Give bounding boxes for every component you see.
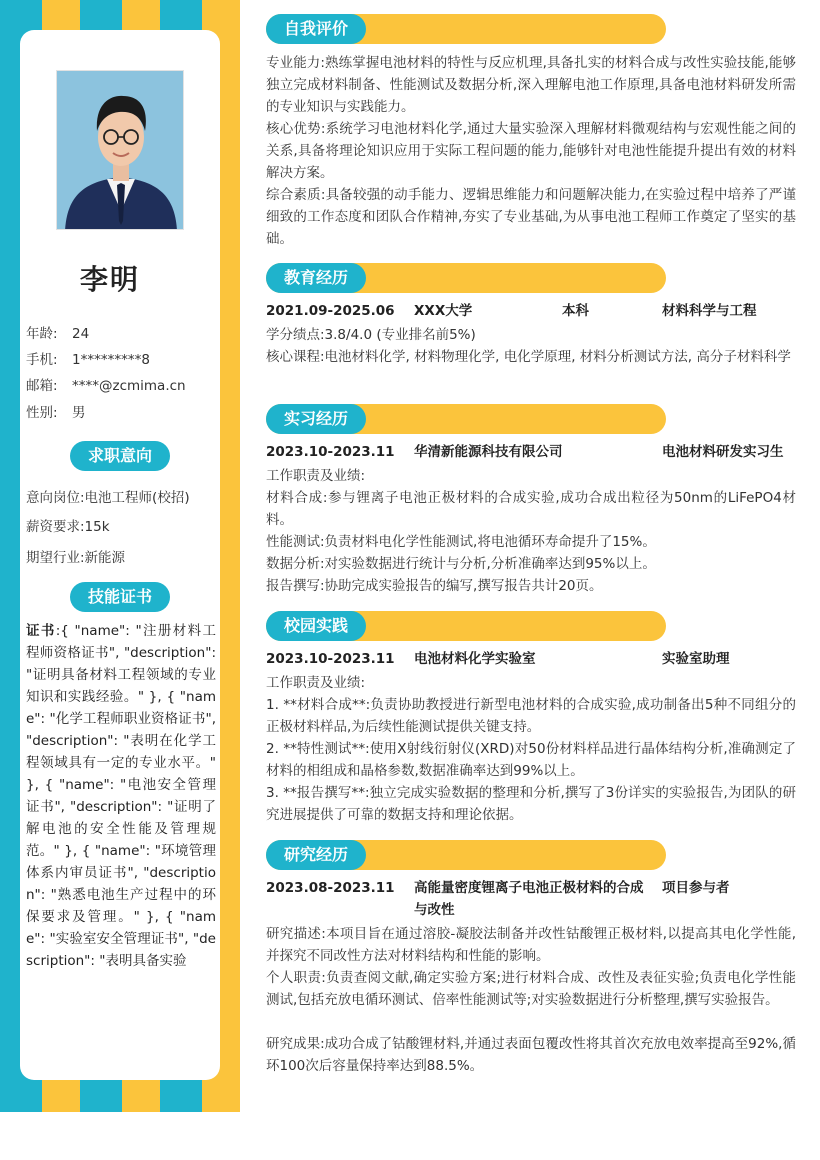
education-degree: 本科: [562, 303, 589, 319]
campus-org: 电池材料化学实验室: [414, 651, 536, 667]
research-results: 研究成果:成功合成了钴酸锂材料,并通过表面包覆改性将其首次充放电效率提高至92%,循环100次后容量保持率达到88.5%。: [266, 1036, 796, 1074]
info-phone: [26, 348, 150, 368]
section-campus-header: [266, 611, 666, 641]
internship-duty-1: 材料合成:参与锂离子电池正极材料的合成实验,成功合成出粒径为50nm的LiFePO4材料。: [266, 490, 796, 528]
education-school: XXX大学: [414, 303, 473, 319]
section-title: 自我评价: [266, 14, 366, 44]
internship-org: 华清新能源科技有限公司: [414, 444, 563, 460]
campus-duty-2: 2. **特性测试**:使用X射线衍射仪(XRD)对50份材料样品进行晶体结构分析,准确测定了材料的相组成和晶格参数,数据准确率达到99%以上。: [266, 741, 796, 779]
education-period: 2021.09-2025.06: [266, 303, 395, 319]
self-eval-overall: 综合素质:具备较强的动手能力、逻辑思维能力和问题解决能力,在实验过程中培养了严谨细致的工作态度和团队合作精神,夯实了专业基础,为从事电池工程师工作奠定了坚实的基础。: [266, 187, 796, 247]
info-email-value: ****@zcmima.cn: [72, 378, 186, 394]
intent-salary: 薪资要求:15k: [26, 519, 110, 535]
campus-period: 2023.10-2023.11: [266, 651, 395, 667]
intent-heading: 求职意向: [70, 441, 170, 471]
internship-role: 电池材料研发实习生: [662, 444, 784, 460]
research-project-line2: 与改性: [414, 902, 455, 918]
certs-list: [26, 620, 216, 972]
self-eval-strength: 核心优势:系统学习电池材料化学,通过大量实验深入理解材料微观结构与宏观性能之间的关系,具备将理论知识应用于实际工程问题的能力,能够针对电池性能提升提出有效的材料解决方案。: [266, 121, 796, 181]
internship-duty-heading: 工作职责及业绩:: [266, 468, 366, 484]
intent-position: 意向岗位:电池工程师(校招): [26, 490, 190, 506]
education-major: 材料科学与工程: [662, 303, 757, 319]
internship-period: 2023.10-2023.11: [266, 444, 395, 460]
info-age-value: 24: [72, 326, 90, 342]
certs-text: :{ "name": "注册材料工程师资格证书", "description": "证明具备材料工程领域的专业知识和实践经验。" }, { "name": "化学工程师职业资格证书", "description": "表明在化学工程领域具有一定的专业水平。" }, { "name": "电池安全管理证书", "description": "证明了解电池的安全性能及管理规范。" }, { "name": "环境管理体系内审员证书", "description": "熟悉电池生产过程中的环保要求及管理。" }, { "name": "实验室安全管理证书", "description": "表明具备实验: [26, 623, 217, 969]
section-title: 教育经历: [266, 263, 366, 293]
campus-duty-1: 1. **材料合成**:负责协助教授进行新型电池材料的合成实验,成功制备出5种不同组分的正极材料样品,为后续性能测试提供关键支持。: [266, 697, 796, 735]
section-title: 校园实践: [266, 611, 366, 641]
section-title: 研究经历: [266, 840, 366, 870]
campus-role: 实验室助理: [662, 651, 730, 667]
education-gpa: 学分绩点:3.8/4.0 (专业排名前5%): [266, 327, 476, 343]
info-age-label: 年龄:: [26, 326, 58, 342]
section-title: 实习经历: [266, 404, 366, 434]
info-phone-label: 手机:: [26, 352, 58, 368]
campus-duty-heading: 工作职责及业绩:: [266, 675, 366, 691]
research-period: 2023.08-2023.11: [266, 880, 395, 896]
certs-label: 证书: [26, 623, 56, 639]
research-description: 研究描述:本项目旨在通过溶胶-凝胶法制备并改性钴酸锂正极材料,以提高其电化学性能,并探究不同改性方法对材料结构和性能的影响。: [266, 926, 796, 964]
profile-name: 李明: [79, 263, 140, 296]
info-phone-value: 1*********8: [72, 352, 150, 368]
internship-duty-2: 性能测试:负责材料电化学性能测试,将电池循环寿命提升了15%。: [266, 534, 656, 550]
info-age: [26, 322, 89, 342]
info-email-label: 邮箱:: [26, 378, 58, 394]
research-role: 项目参与者: [662, 880, 730, 896]
info-email: [26, 374, 186, 394]
research-row: [266, 877, 796, 921]
section-self-eval-header: [266, 14, 666, 44]
education-courses: 核心课程:电池材料化学, 材料物理化学, 电化学原理, 材料分析测试方法, 高分子材料科学: [266, 349, 791, 365]
research-duties: 个人职责:负责查阅文献,确定实验方案;进行材料合成、改性及表征实验;负责电化学性能测试,包括充放电循环测试、倍率性能测试等;对实验数据进行分析整理,撰写实验报告。: [266, 970, 796, 1008]
research-project-line1: 高能量密度锂离子电池正极材料的合成: [414, 880, 644, 896]
section-education-header: [266, 263, 666, 293]
internship-duty-4: 报告撰写:协助完成实验报告的编写,撰写报告共计20页。: [266, 578, 603, 594]
campus-duty-3: 3. **报告撰写**:独立完成实验数据的整理和分析,撰写了3份详实的实验报告,为团队的研究进展提供了可靠的数据支持和理论依据。: [266, 785, 796, 823]
section-internship-header: [266, 404, 666, 434]
info-gender: [26, 401, 86, 421]
info-gender-value: 男: [72, 405, 86, 421]
section-research-header: [266, 840, 666, 870]
info-gender-label: 性别:: [26, 405, 58, 421]
certs-heading: 技能证书: [70, 582, 170, 612]
self-eval-professional: 专业能力:熟练掌握电池材料的特性与反应机理,具备扎实的材料合成与改性实验技能,能够独立完成材料制备、性能测试及数据分析,深入理解电池工作原理,具备电池材料研发所需的专业知识与实践能力。: [266, 55, 796, 115]
internship-duty-3: 数据分析:对实验数据进行统计与分析,分析准确率达到95%以上。: [266, 556, 656, 572]
intent-industry: 期望行业:新能源: [26, 550, 126, 566]
